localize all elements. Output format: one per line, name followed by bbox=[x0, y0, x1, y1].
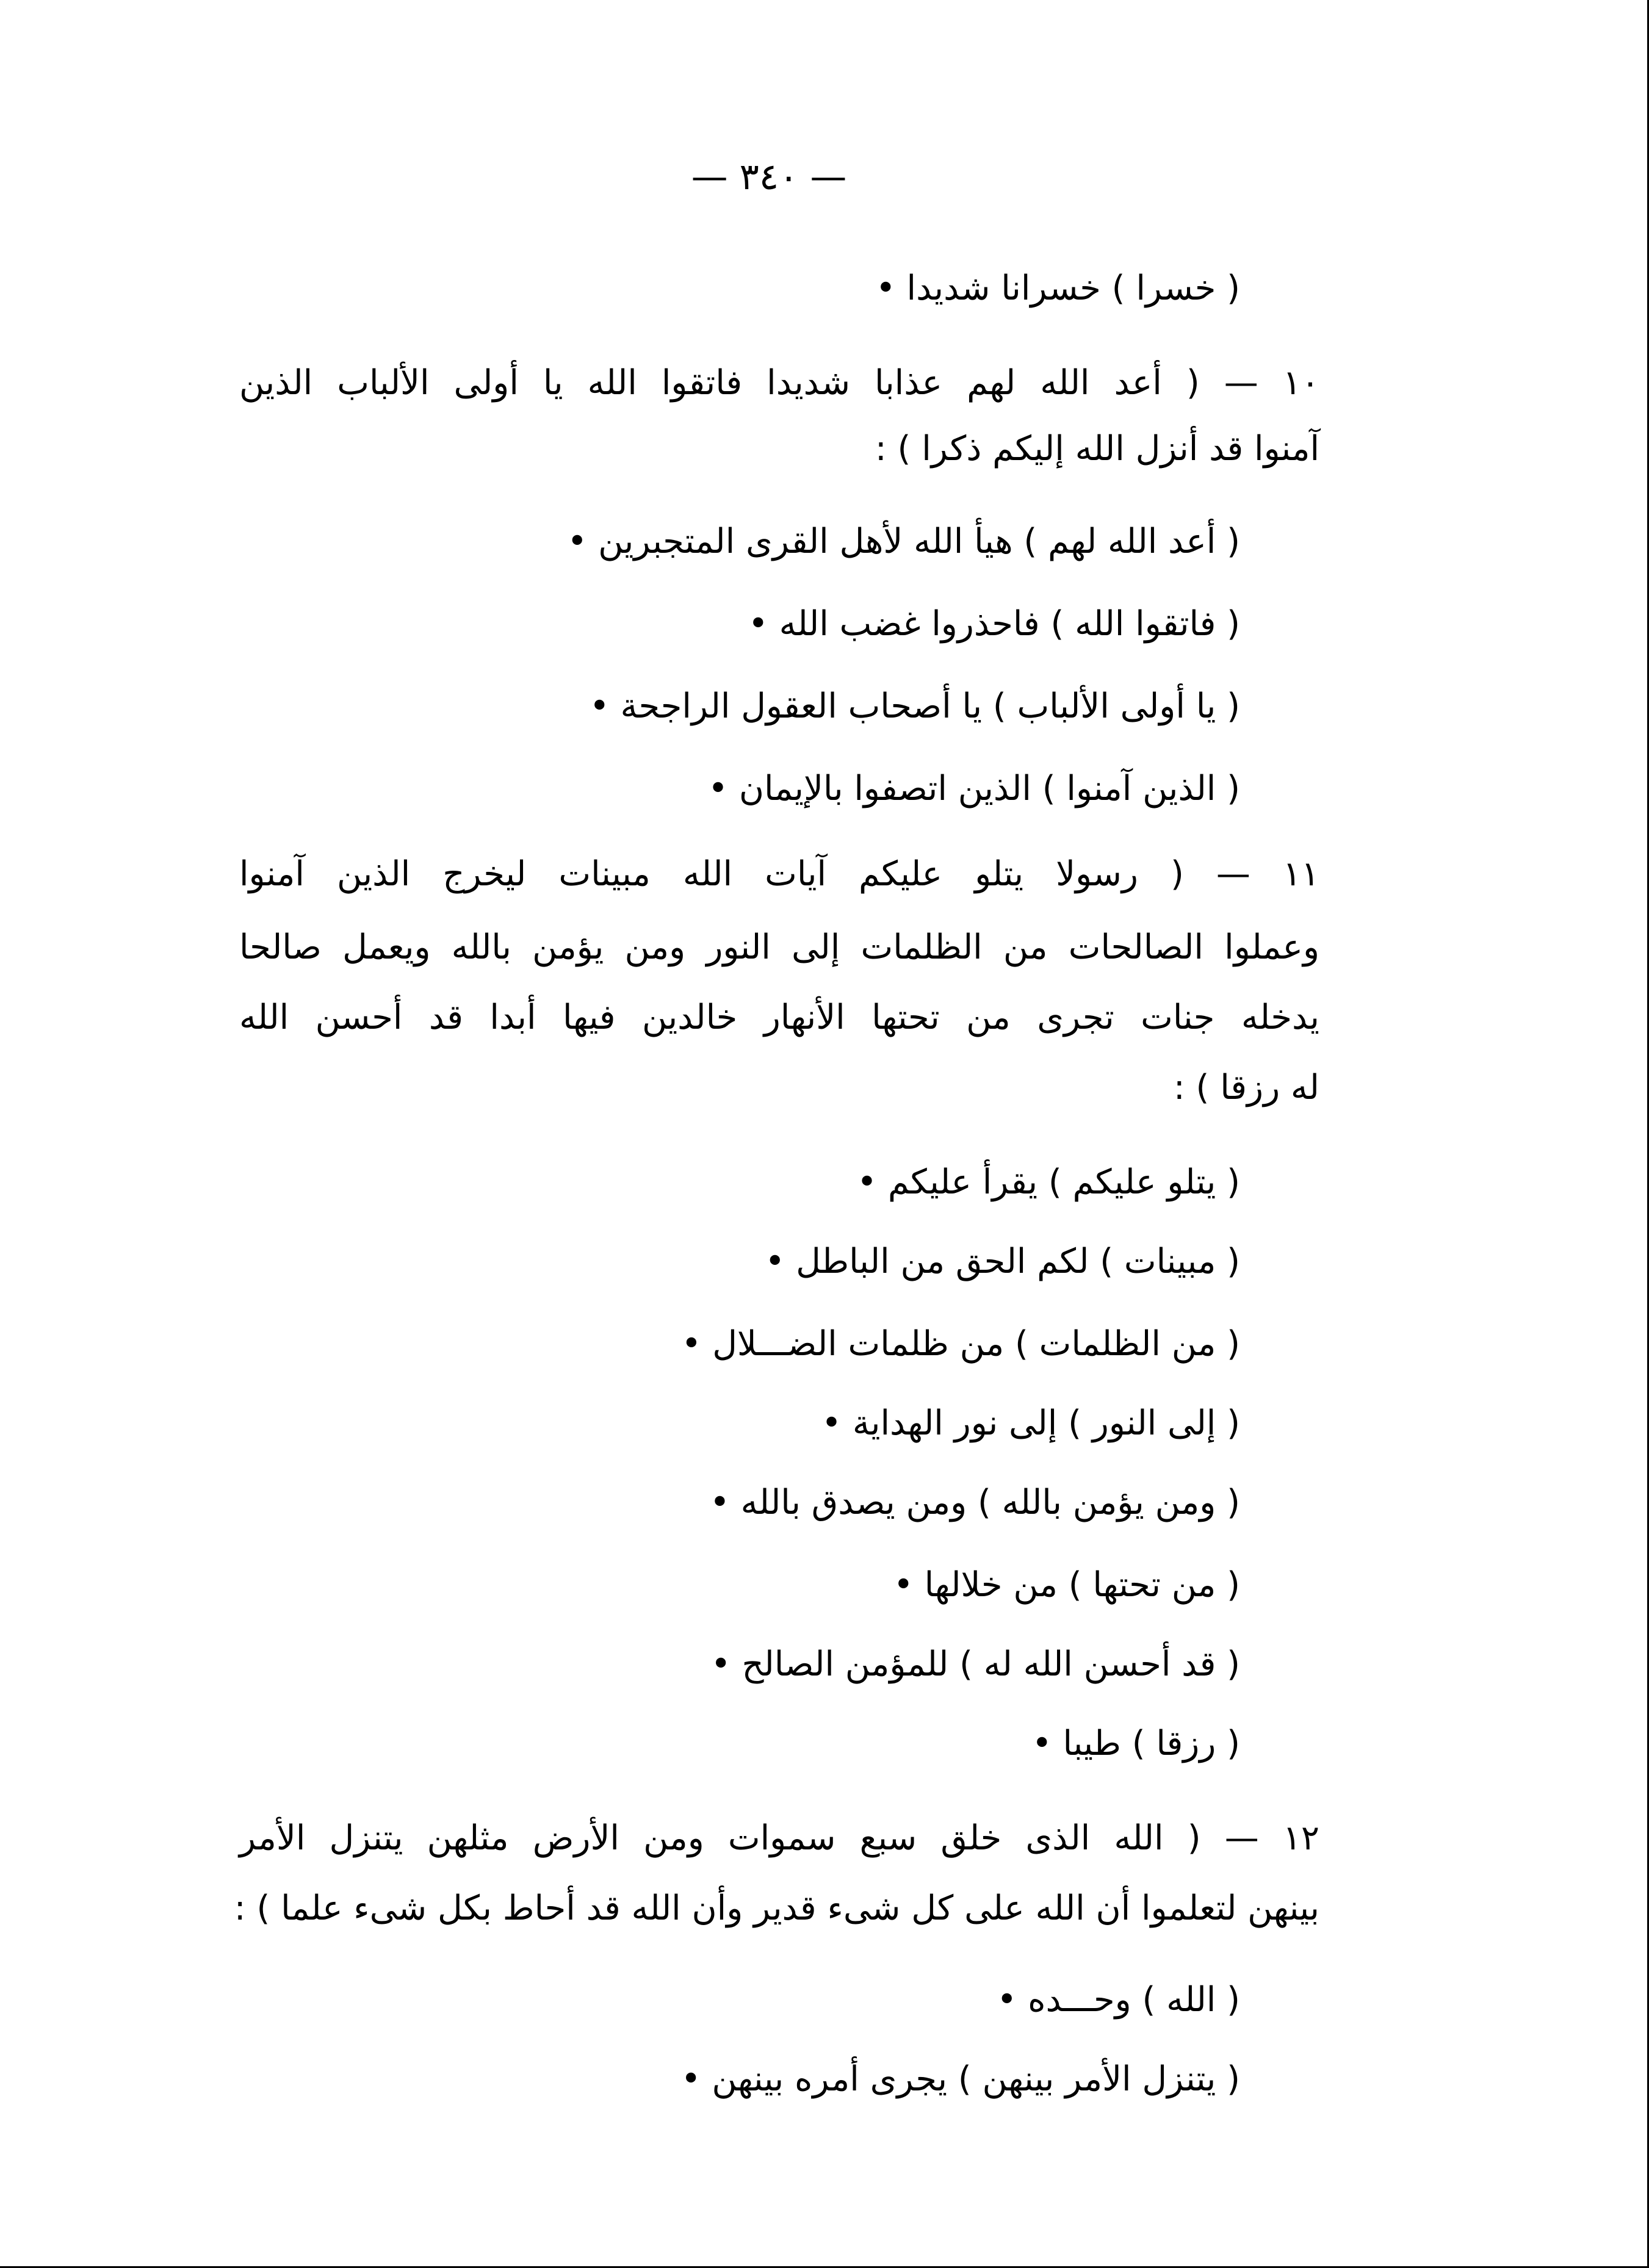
verse-line: ١٠ — ( أعد الله لهم عذابا شديدا فاتقوا الله يا أولى الألباب الذين bbox=[239, 363, 1319, 403]
gloss-line: ( مبينات ) لكم الحق من الباطل • bbox=[765, 1242, 1240, 1281]
verse-line: آمنوا قد أنزل الله إليكم ذكرا ) : bbox=[875, 429, 1319, 469]
gloss-line: ( من تحتها ) من خلالها • bbox=[893, 1565, 1240, 1605]
gloss-line: ( يا أولى الألباب ) يا أصحاب العقول الراجحة • bbox=[589, 686, 1240, 726]
verse-line: بينهن لتعلموا أن الله على كل شىء قدير وأن الله قد أحاط بكل شىء علما ) : bbox=[234, 1888, 1319, 1928]
page-number: — ٣٤٠ — bbox=[691, 156, 847, 198]
gloss-line: ( الذين آمنوا ) الذين اتصفوا بالإيمان • bbox=[708, 769, 1240, 808]
gloss-line: ( يتلو عليكم ) يقرأ عليكم • bbox=[857, 1162, 1240, 1202]
verse-line: له رزقا ) : bbox=[1173, 1068, 1319, 1107]
gloss-line: ( رزقا ) طيبا • bbox=[1031, 1724, 1240, 1763]
gloss-line: ( ومن يؤمن بالله ) ومن يصدق بالله • bbox=[709, 1483, 1240, 1522]
gloss-line: ( الله ) وحـــده • bbox=[997, 1980, 1240, 2020]
verse-line: ١١ — ( رسولا يتلو عليكم آيات الله مبينات ليخرج الذين آمنوا bbox=[239, 854, 1319, 894]
gloss-line: ( أعد الله لهم ) هيأ الله لأهل القرى المتجبرين • bbox=[567, 522, 1240, 561]
gloss-line: ( خسرا ) خسرانا شديدا • bbox=[875, 268, 1240, 308]
verse-line: وعملوا الصالحات من الظلمات إلى النور ومن يؤمن بالله ويعمل صالحا bbox=[239, 927, 1319, 967]
gloss-line: ( من الظلمات ) من ظلمات الضـــلال • bbox=[681, 1324, 1240, 1364]
verse-line: ١٢ — ( الله الذى خلق سبع سموات ومن الأرض مثلهن يتنزل الأمر bbox=[239, 1818, 1319, 1858]
verse-line: يدخله جنات تجرى من تحتها الأنهار خالدين فيها أبدا قد أحسن الله bbox=[239, 998, 1319, 1037]
gloss-line: ( إلى النور ) إلى نور الهداية • bbox=[821, 1403, 1240, 1443]
gloss-line: ( قد أحسن الله له ) للمؤمن الصالح • bbox=[710, 1644, 1240, 1684]
gloss-line: ( يتنزل الأمر بينهن ) يجرى أمره بينهن • bbox=[680, 2059, 1240, 2099]
gloss-line: ( فاتقوا الله ) فاحذروا غضب الله • bbox=[748, 604, 1240, 644]
